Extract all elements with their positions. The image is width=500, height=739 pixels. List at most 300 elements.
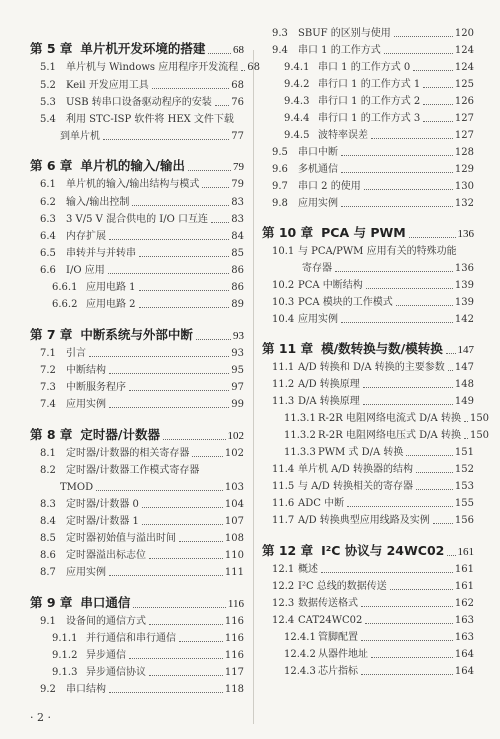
toc-entry-page: 118 [224, 684, 244, 695]
dot-leader [413, 70, 453, 71]
toc-entry[interactable] [262, 97, 474, 107]
toc-entry-page: 103 [224, 482, 244, 493]
toc-entry-page: 108 [224, 533, 244, 544]
toc-entry[interactable] [262, 582, 474, 592]
dot-leader [446, 353, 456, 354]
toc-entry-title: 引言 [66, 348, 86, 359]
dot-leader [371, 138, 453, 139]
toc-entry-title: 从器件地址 [318, 649, 368, 660]
toc-entry-title: 单片机的输入/输出 [80, 158, 185, 173]
toc-entry[interactable] [30, 98, 244, 108]
dot-leader [96, 490, 223, 491]
toc-entry-page: 116 [224, 650, 244, 661]
toc-entry-number: 9.4.4 [284, 113, 310, 124]
toc-entry[interactable] [30, 383, 244, 393]
toc-entry-title: 串口 2 的使用 [298, 181, 361, 192]
dot-leader [433, 523, 453, 524]
toc-entry-page: 68 [247, 62, 260, 73]
toc-chapter-entry[interactable] [262, 343, 474, 356]
toc-entry[interactable] [262, 650, 474, 660]
toc-entry[interactable] [262, 465, 474, 475]
toc-entry-title: CAT24WC02 [298, 615, 363, 626]
toc-entry[interactable] [30, 685, 244, 695]
toc-entry-number: 9.4.5 [284, 130, 310, 141]
toc-entry-number: 11.3.3 [284, 447, 316, 458]
toc-entry-title: I/O 应用 [66, 265, 105, 276]
dot-leader [363, 387, 453, 388]
toc-entry-title: PWM 式 D/A 转换 [318, 447, 404, 458]
dot-leader [202, 187, 229, 188]
toc-entry-title: R-2R 电阻网络电流式 D/A 转换 [318, 413, 461, 424]
toc-entry-number: 7.3 [40, 382, 56, 393]
toc-entry-title: 与 PCA/PWM 应用有关的特殊功能 [298, 246, 457, 257]
dot-leader [132, 205, 229, 206]
dot-leader [396, 305, 453, 306]
dot-leader [448, 370, 453, 371]
toc-entry[interactable] [30, 617, 244, 627]
toc-entry-title: 中断服务程序 [66, 382, 126, 393]
toc-entry[interactable] [262, 516, 474, 526]
toc-entry-number: 9.2 [40, 684, 56, 695]
toc-entry-title: I²C 总线的数据传送 [298, 581, 387, 592]
toc-entry-title: D/A 转换原理 [298, 396, 360, 407]
toc-entry-title: 利用 STC-ISP 软件将 HEX 文件下载 [66, 114, 234, 125]
dot-leader [361, 640, 453, 641]
dot-leader [142, 524, 223, 525]
toc-entry[interactable] [30, 500, 244, 510]
toc-entry-page: 86 [231, 282, 244, 293]
toc-entry-number: 7.4 [40, 399, 56, 410]
toc-entry-title: 定时器/计数器的相关寄存器 [66, 448, 190, 459]
toc-entry-title: TMOD [60, 482, 94, 493]
toc-entry-page: 104 [224, 499, 244, 510]
toc-entry-title: 单片机开发环境的搭建 [80, 41, 206, 56]
toc-entry[interactable] [30, 568, 244, 578]
toc-entry-page: 120 [454, 28, 474, 39]
toc-entry-title: 应用电路 1 [86, 282, 136, 293]
dot-leader [416, 489, 453, 490]
dot-leader [139, 307, 230, 308]
toc-entry-page: 164 [454, 666, 474, 677]
toc-entry-title: 串口 1 的工作方式 0 [318, 62, 411, 73]
toc-entry-page: 164 [454, 649, 474, 660]
dot-leader [341, 172, 453, 173]
toc-entry-number: 9.4.1 [284, 62, 310, 73]
toc-entry[interactable] [30, 349, 244, 359]
dot-leader [149, 624, 223, 625]
toc-entry-title: 应用实例 [298, 314, 338, 325]
toc-entry[interactable] [30, 551, 244, 561]
toc-entry-number: 11.5 [272, 481, 295, 492]
toc-entry[interactable] [262, 599, 474, 609]
toc-chapter-entry[interactable] [30, 43, 244, 56]
toc-entry[interactable] [262, 29, 474, 39]
toc-entry-title: 应用电路 2 [86, 299, 136, 310]
toc-entry-number: 6.5 [40, 248, 56, 259]
toc-entry-page: 156 [454, 515, 474, 526]
toc-entry-number: 10.4 [272, 314, 295, 325]
toc-chapter-entry[interactable] [262, 545, 474, 558]
dot-leader [208, 53, 231, 54]
toc-entry[interactable] [262, 165, 474, 175]
toc-entry-page: 126 [454, 96, 474, 107]
toc-entry-page: 117 [224, 667, 244, 678]
toc-chapter-entry[interactable] [262, 227, 474, 240]
dot-leader [321, 572, 453, 573]
toc-entry-title: 到单片机 [60, 131, 100, 142]
toc-entry[interactable] [262, 148, 474, 158]
toc-entry-title: 中断结构 [66, 365, 106, 376]
toc-entry-title: 模/数转换与数/模转换 [321, 341, 443, 356]
toc-chapter-entry[interactable] [30, 597, 244, 610]
toc-entry-number: 5.3 [40, 97, 56, 108]
toc-entry[interactable] [262, 448, 474, 458]
toc-entry-page: 124 [454, 45, 474, 56]
toc-entry-number: 第 10 章 [262, 225, 314, 240]
toc-entry[interactable] [30, 266, 244, 276]
toc-entry-page: 127 [454, 113, 474, 124]
toc-entry-number: 12.1 [272, 564, 295, 575]
toc-entry[interactable] [262, 499, 474, 509]
toc-entry-number: 9.3 [272, 28, 288, 39]
dot-leader [149, 675, 223, 676]
toc-entry-number: 9.4 [272, 45, 288, 56]
toc-entry-continuation[interactable] [30, 483, 244, 493]
toc-entry-number: 12.2 [272, 581, 295, 592]
toc-chapter-entry[interactable] [30, 329, 244, 342]
toc-entry-page: 116 [224, 633, 244, 644]
toc-entry-number: 8.1 [40, 448, 56, 459]
dot-leader [215, 105, 229, 106]
toc-entry-number: 11.3.2 [284, 430, 316, 441]
toc-entry-page: 107 [224, 516, 244, 527]
toc-entry-number: 9.1.3 [52, 667, 78, 678]
toc-entry-page: 86 [231, 265, 244, 276]
toc-entry-title: 多机通信 [298, 164, 338, 175]
dot-leader [394, 36, 453, 37]
dot-leader [464, 438, 468, 439]
dot-leader [109, 407, 229, 408]
toc-entry[interactable] [262, 63, 474, 73]
toc-entry-page: 161 [457, 545, 474, 558]
toc-entry-number: 6.4 [40, 231, 56, 242]
toc-entry-number: 9.7 [272, 181, 288, 192]
toc-entry[interactable] [262, 667, 474, 677]
toc-entry-title: 单片机与 Windows 应用程序开发流程 [66, 62, 239, 73]
toc-entry-number: 9.5 [272, 147, 288, 158]
toc-entry[interactable] [262, 315, 474, 325]
toc-entry[interactable] [30, 366, 244, 376]
toc-entry-title: 应用实例 [66, 567, 106, 578]
toc-entry-number: 第 9 章 [30, 595, 73, 610]
toc-entry[interactable] [30, 668, 244, 678]
page-number: · 2 · [30, 711, 51, 724]
toc-entry-title: 单片机的输入/输出结构与模式 [66, 179, 200, 190]
toc-entry[interactable] [262, 363, 474, 373]
dot-leader [365, 623, 453, 624]
dot-leader [406, 455, 453, 456]
toc-entry-page: 150 [469, 413, 490, 424]
toc-entry[interactable] [262, 430, 490, 441]
dot-leader [335, 271, 453, 272]
toc-entry-title: 管脚配置 [318, 632, 358, 643]
toc-entry[interactable] [30, 62, 260, 73]
toc-entry[interactable] [30, 180, 244, 190]
toc-entry[interactable] [30, 198, 244, 208]
toc-entry[interactable] [262, 199, 474, 209]
toc-entry-continuation[interactable] [30, 132, 244, 142]
toc-entry-title: 定时器溢出标志位 [66, 550, 146, 561]
toc-entry-title: 波特率误差 [318, 130, 368, 141]
toc-entry[interactable] [262, 482, 474, 492]
dot-leader [109, 575, 223, 576]
toc-entry-page: 149 [454, 396, 474, 407]
dot-leader [423, 104, 453, 105]
toc-entry[interactable] [30, 651, 244, 661]
toc-entry-number: 8.7 [40, 567, 56, 578]
toc-entry[interactable] [262, 633, 474, 643]
toc-entry-page: 111 [224, 567, 244, 578]
toc-entry-title: 串口通信 [80, 595, 131, 610]
toc-chapter-entry[interactable] [30, 429, 244, 442]
dot-leader [390, 589, 453, 590]
toc-entry-number: 第 12 章 [262, 543, 314, 558]
dot-leader [341, 322, 453, 323]
toc-entry-number: 12.4.2 [284, 649, 316, 660]
toc-entry-page: 68 [231, 80, 244, 91]
dot-leader [103, 139, 229, 140]
toc-entry[interactable] [30, 634, 244, 644]
toc-entry-page: 151 [454, 447, 474, 458]
toc-entry-page: 147 [457, 343, 474, 356]
dot-leader [366, 288, 453, 289]
toc-entry-title: 定时器/计数器 0 [66, 499, 139, 510]
toc-entry[interactable] [30, 534, 244, 544]
dot-leader [416, 472, 453, 473]
dot-leader [347, 506, 453, 507]
toc-entry[interactable] [30, 215, 244, 225]
toc-entry-page: 155 [454, 498, 474, 509]
toc-entry-page: 125 [454, 79, 474, 90]
toc-entry-title: 异步通信协议 [86, 667, 146, 678]
toc-entry-title: 并行通信和串行通信 [86, 633, 176, 644]
toc-entry-continuation[interactable] [262, 264, 474, 274]
dot-leader [341, 206, 453, 207]
toc-entry-title: 异步通信 [86, 650, 126, 661]
toc-entry-number: 8.4 [40, 516, 56, 527]
toc-entry-number: 9.1 [40, 616, 56, 627]
toc-entry-number: 8.3 [40, 499, 56, 510]
toc-entry[interactable] [30, 300, 244, 310]
toc-entry[interactable] [30, 400, 244, 410]
toc-entry-number: 6.6.1 [52, 282, 78, 293]
toc-entry-page: 76 [231, 97, 244, 108]
dot-leader [361, 606, 453, 607]
toc-entry-number: 6.6 [40, 265, 56, 276]
toc-entry-number: 9.6 [272, 164, 288, 175]
toc-entry[interactable] [30, 249, 244, 259]
dot-leader [363, 404, 453, 405]
toc-entry-title: 寄存器 [302, 263, 332, 274]
toc-entry-number: 10.3 [272, 297, 295, 308]
toc-entry[interactable] [262, 413, 490, 424]
dot-leader [364, 189, 453, 190]
toc-entry-page: 139 [454, 280, 474, 291]
toc-entry-title: 3 V/5 V 混合供电的 I/O 口互连 [66, 214, 208, 225]
dot-leader [139, 290, 230, 291]
toc-entry-page: 161 [454, 564, 474, 575]
toc-entry-number: 9.1.1 [52, 633, 78, 644]
toc-entry-page: 150 [469, 430, 490, 441]
toc-entry-title: 中断系统与外部中断 [80, 327, 193, 342]
toc-entry[interactable] [262, 131, 474, 141]
toc-entry-number: 5.4 [40, 114, 56, 125]
toc-entry-number: 7.2 [40, 365, 56, 376]
dot-leader [423, 87, 453, 88]
dot-leader [241, 70, 245, 71]
dot-leader [409, 237, 456, 238]
toc-entry-number: 9.4.2 [284, 79, 310, 90]
toc-entry-number: 11.2 [272, 379, 295, 390]
toc-entry-title: ADC 中断 [298, 498, 345, 509]
toc-entry-title: 设备间的通信方式 [66, 616, 146, 627]
dot-leader [423, 121, 453, 122]
toc-entry[interactable] [262, 565, 474, 575]
dot-leader [139, 256, 229, 257]
toc-entry-number: 8.2 [40, 465, 56, 476]
toc-entry-title: USB 转串口设备驱动程序的安装 [66, 97, 212, 108]
toc-entry[interactable] [262, 397, 474, 407]
toc-entry[interactable] [30, 517, 244, 527]
toc-entry-page: 162 [454, 598, 474, 609]
dot-leader [179, 541, 223, 542]
toc-entry[interactable] [262, 380, 474, 390]
toc-entry-title: 串口 1 的工作方式 [298, 45, 381, 56]
toc-entry-title: 定时器/计数器 1 [66, 516, 139, 527]
toc-entry[interactable] [30, 283, 244, 293]
toc-entry-page: 148 [454, 379, 474, 390]
toc-entry-number: 9.8 [272, 198, 288, 209]
dot-leader [152, 88, 230, 89]
toc-entry[interactable] [262, 298, 474, 308]
toc-entry-page: 84 [231, 231, 244, 242]
toc-entry-number: 11.4 [272, 464, 295, 475]
dot-leader [142, 507, 223, 508]
toc-entry[interactable] [262, 281, 474, 291]
toc-entry-number: 6.3 [40, 214, 56, 225]
toc-entry[interactable] [262, 114, 474, 124]
dot-leader [108, 273, 230, 274]
toc-entry-title: Keil 开发应用工具 [66, 80, 149, 91]
toc-entry-page: 147 [454, 362, 474, 373]
toc-entry[interactable] [262, 247, 474, 257]
toc-entry-page: 83 [231, 197, 244, 208]
dot-leader [192, 456, 223, 457]
toc-entry-title: 串口结构 [66, 684, 106, 695]
toc-entry-title: 串口中断 [298, 147, 338, 158]
toc-entry-number: 5.2 [40, 80, 56, 91]
toc-entry-page: 132 [454, 198, 474, 209]
dot-leader [109, 692, 223, 693]
column-divider [253, 50, 254, 724]
dot-leader [129, 658, 223, 659]
toc-entry-title: 概述 [298, 564, 318, 575]
toc-entry-page: 116 [227, 597, 244, 610]
toc-entry-page: 102 [227, 429, 244, 442]
toc-entry[interactable] [262, 80, 474, 90]
toc-entry-page: 139 [454, 297, 474, 308]
dot-leader [447, 555, 455, 556]
toc-entry-title: PCA 中断结构 [298, 280, 363, 291]
toc-entry-title: 单片机 A/D 转换器的结构 [298, 464, 413, 475]
toc-entry[interactable] [30, 232, 244, 242]
toc-entry-title: 数据传送格式 [298, 598, 358, 609]
toc-entry-page: 124 [454, 62, 474, 73]
toc-entry-number: 12.4.3 [284, 666, 316, 677]
toc-entry-title: 应用实例 [298, 198, 338, 209]
toc-entry[interactable] [262, 616, 474, 626]
toc-entry-page: 127 [454, 130, 474, 141]
toc-entry-number: 11.3 [272, 396, 295, 407]
toc-entry-title: 定时器/计数器 [80, 427, 160, 442]
dot-leader [163, 439, 226, 440]
toc-entry-page: 110 [224, 550, 244, 561]
toc-entry-page: 93 [231, 348, 244, 359]
toc-entry-page: 95 [231, 365, 244, 376]
toc-entry-title: 应用实例 [66, 399, 106, 410]
toc-entry-page: 163 [454, 632, 474, 643]
toc-entry-page: 83 [231, 214, 244, 225]
toc-entry-number: 6.6.2 [52, 299, 78, 310]
dot-leader [196, 339, 231, 340]
toc-entry-page: 136 [457, 227, 474, 240]
toc-entry-page: 116 [224, 616, 244, 627]
toc-entry-title: 定时器/计数器工作模式寄存器 [66, 465, 200, 476]
toc-entry-page: 163 [454, 615, 474, 626]
toc-entry-number: 第 7 章 [30, 327, 73, 342]
dot-leader [211, 222, 229, 223]
toc-entry[interactable] [30, 466, 244, 476]
dot-leader [149, 558, 223, 559]
toc-entry-number: 11.3.1 [284, 413, 316, 424]
dot-leader [129, 390, 229, 391]
toc-entry-number: 9.4.3 [284, 96, 310, 107]
toc-entry-page: 128 [454, 147, 474, 158]
toc-entry-title: A/D 转换原理 [298, 379, 360, 390]
toc-chapter-entry[interactable] [30, 160, 244, 173]
toc-entry[interactable] [262, 46, 474, 56]
toc-entry[interactable] [30, 81, 244, 91]
toc-entry-page: 93 [233, 329, 244, 342]
toc-entry[interactable] [30, 115, 244, 125]
toc-entry[interactable] [30, 449, 244, 459]
toc-entry-number: 10.1 [272, 246, 295, 257]
toc-entry-number: 第 6 章 [30, 158, 73, 173]
toc-entry[interactable] [262, 182, 474, 192]
dot-leader [464, 421, 468, 422]
toc-entry-number: 第 8 章 [30, 427, 73, 442]
toc-entry-title: 串行口 1 的工作方式 3 [318, 113, 421, 124]
toc-entry-number: 11.6 [272, 498, 295, 509]
toc-entry-title: PCA 与 PWM [321, 225, 406, 240]
toc-entry-page: 77 [231, 131, 244, 142]
toc-entry-number: 12.4 [272, 615, 295, 626]
toc-entry-page: 89 [231, 299, 244, 310]
toc-entry-page: 136 [454, 263, 474, 274]
toc-entry-page: 97 [231, 382, 244, 393]
toc-entry-page: 85 [231, 248, 244, 259]
toc-entry-number: 11.1 [272, 362, 295, 373]
